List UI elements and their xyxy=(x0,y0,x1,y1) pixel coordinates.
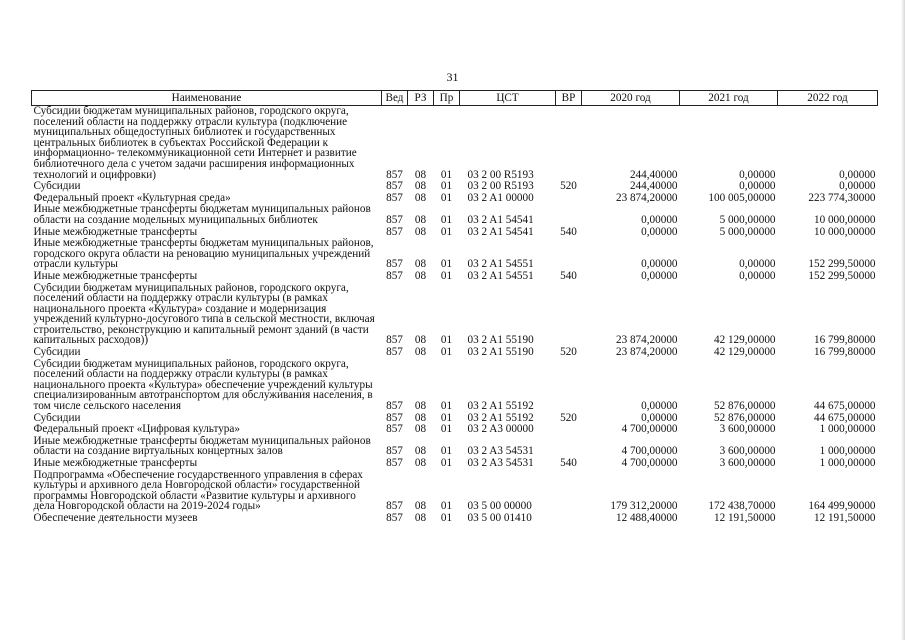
cell-2022: 44 675,00000 xyxy=(813,411,876,424)
cell-2021: 172 438,70000 xyxy=(708,500,776,513)
cell-2022: 152 299,50000 xyxy=(808,269,876,282)
cell-ved: 857 xyxy=(386,225,403,238)
budget-table xyxy=(31,90,878,525)
cell-cst: 03 2 A1 55190 xyxy=(467,346,534,359)
cell-ved: 857 xyxy=(386,269,403,282)
cell-ved: 857 xyxy=(386,445,403,458)
cell-cst: 03 2 A1 54551 xyxy=(467,269,534,282)
table-body xyxy=(32,106,878,525)
cell-name: Субсидии xyxy=(33,347,81,359)
page-number: 31 xyxy=(446,70,459,84)
cell-name: Иные межбюджетные трансферты бюджетам муниципальных районов области на создание модельных муниципальных библиотек xyxy=(33,204,371,226)
cell-vr xyxy=(556,470,582,513)
cell-2021: 0,00000 xyxy=(739,258,776,271)
cell-cst: 03 2 00 R5193 xyxy=(467,180,534,193)
cell-pr: 01 xyxy=(440,457,453,469)
cell-cst: 03 5 00 00000 xyxy=(467,500,532,513)
scan-edge xyxy=(901,0,905,640)
cell-name: Субсидии бюджетам муниципальных районов, городского округа, поселений области на поддержку отрасли культуры (в рамках национального проекта «Культура» создание и модернизация учреждений культурно-досугового типа в сельской местности, включая строительство, реконструкцию и капитальный ремонт зданий (в части капитальных расходов)) xyxy=(33,282,375,347)
cell-pr: 01 xyxy=(440,400,453,413)
cell-2021: 3 600,00000 xyxy=(719,423,776,436)
cell-ved: 857 xyxy=(386,346,403,359)
cell-ved: 857 xyxy=(386,258,403,271)
cell-rz: 08 xyxy=(414,411,427,424)
cell-cst: 03 2 A1 54541 xyxy=(467,213,534,226)
cell-name: Федеральный проект «Цифровая культура» xyxy=(33,424,240,436)
cell-rz: 08 xyxy=(414,445,427,458)
cell-rz: 08 xyxy=(414,334,427,347)
header-2021: 2021 год xyxy=(680,91,778,106)
cell-ved: 857 xyxy=(386,213,403,226)
cell-ved: 857 xyxy=(386,168,403,181)
cell-vr: 540 xyxy=(560,269,577,282)
table-row xyxy=(32,271,878,283)
cell-2020: 0,00000 xyxy=(641,258,678,271)
cell-pr: 01 xyxy=(440,346,453,359)
cell-2022: 12 191,50000 xyxy=(813,511,876,524)
cell-name: Субсидии xyxy=(33,412,81,424)
cell-pr: 01 xyxy=(440,180,453,193)
cell-ved: 857 xyxy=(386,334,403,347)
cell-2020: 0,00000 xyxy=(641,225,678,238)
table-header-row xyxy=(32,91,878,106)
cell-2021: 42 129,00000 xyxy=(713,346,776,359)
cell-2021: 52 876,00000 xyxy=(713,411,776,424)
cell-pr: 01 xyxy=(440,445,453,458)
cell-cst: 03 5 00 01410 xyxy=(467,511,532,524)
cell-vr: 520 xyxy=(560,180,577,193)
cell-2020: 23 874,20000 xyxy=(615,346,678,359)
table-row xyxy=(32,238,878,271)
cell-pr: 01 xyxy=(440,213,453,226)
table-row xyxy=(32,204,878,226)
header-pr: Пр xyxy=(434,91,460,106)
cell-ved: 857 xyxy=(386,180,403,193)
cell-2020: 244,40000 xyxy=(629,168,678,181)
cell-2021: 100 005,00000 xyxy=(708,191,776,204)
cell-2020: 4 700,00000 xyxy=(621,445,678,458)
cell-vr xyxy=(556,106,582,182)
cell-rz: 08 xyxy=(414,258,427,271)
table-row xyxy=(32,283,878,348)
cell-cst: 03 2 00 R5193 xyxy=(467,168,534,181)
cell-name: Федеральный проект «Культурная среда» xyxy=(33,192,231,204)
table-row xyxy=(32,347,878,359)
cell-2020: 179 312,20000 xyxy=(610,500,678,513)
cell-cst: 03 2 A1 55190 xyxy=(467,334,534,347)
cell-2022: 1 000,00000 xyxy=(819,423,876,436)
cell-vr xyxy=(556,424,582,436)
cell-rz: 08 xyxy=(414,457,427,469)
header-vr: ВР xyxy=(556,91,582,106)
cell-2021: 0,00000 xyxy=(739,168,776,181)
cell-2022: 0,00000 xyxy=(839,180,876,193)
cell-name: Иные межбюджетные трансферты xyxy=(33,226,198,238)
cell-pr: 01 xyxy=(440,168,453,181)
cell-2022: 152 299,50000 xyxy=(808,258,876,271)
cell-rz: 08 xyxy=(414,423,427,436)
cell-vr xyxy=(556,359,582,413)
cell-2020: 4 700,00000 xyxy=(621,457,678,469)
cell-2022: 164 499,90000 xyxy=(808,500,876,513)
cell-pr: 01 xyxy=(440,411,453,424)
cell-2021: 52 876,00000 xyxy=(713,400,776,413)
cell-name: Иные межбюджетные трансферты бюджетам муниципальных районов, городского округа области на реновацию муниципальных учреждений отрасли культуры xyxy=(33,238,374,271)
cell-cst: 03 2 A1 55192 xyxy=(467,411,534,424)
table-row xyxy=(32,106,878,182)
table-row xyxy=(32,359,878,413)
cell-rz: 08 xyxy=(414,346,427,359)
table-row xyxy=(32,436,878,458)
cell-2020: 23 874,20000 xyxy=(615,191,678,204)
cell-vr: 540 xyxy=(560,457,577,469)
cell-2020: 0,00000 xyxy=(641,269,678,282)
cell-2020: 0,00000 xyxy=(641,411,678,424)
cell-2022: 1 000,00000 xyxy=(819,445,876,458)
cell-vr xyxy=(556,283,582,348)
cell-cst: 03 2 A3 54531 xyxy=(467,445,534,458)
cell-2021: 3 600,00000 xyxy=(719,445,776,458)
cell-name: Иные межбюджетные трансферты xyxy=(33,270,198,282)
cell-rz: 08 xyxy=(414,511,427,524)
cell-rz: 08 xyxy=(414,269,427,282)
cell-vr xyxy=(556,193,582,205)
cell-2020: 4 700,00000 xyxy=(621,423,678,436)
cell-rz: 08 xyxy=(414,400,427,413)
cell-2022: 0,00000 xyxy=(839,168,876,181)
cell-2022: 10 000,00000 xyxy=(813,225,876,238)
cell-cst: 03 2 A1 54551 xyxy=(467,258,534,271)
header-2022: 2022 год xyxy=(778,91,878,106)
cell-vr xyxy=(556,513,582,525)
cell-2022: 10 000,00000 xyxy=(813,213,876,226)
cell-name: Субсидии xyxy=(33,181,81,193)
cell-2020: 0,00000 xyxy=(641,400,678,413)
cell-2021: 0,00000 xyxy=(739,180,776,193)
cell-ved: 857 xyxy=(386,400,403,413)
cell-rz: 08 xyxy=(414,168,427,181)
cell-name: Иные межбюджетные трансферты xyxy=(33,458,198,469)
cell-2022: 16 799,80000 xyxy=(813,334,876,347)
table-row xyxy=(32,513,878,525)
cell-ved: 857 xyxy=(386,423,403,436)
header-rz: РЗ xyxy=(408,91,434,106)
cell-pr: 01 xyxy=(440,269,453,282)
table-row xyxy=(32,424,878,436)
cell-pr: 01 xyxy=(440,423,453,436)
cell-2021: 5 000,00000 xyxy=(719,225,776,238)
cell-2021: 5 000,00000 xyxy=(719,213,776,226)
cell-vr: 540 xyxy=(560,225,577,238)
cell-2022: 1 000,00000 xyxy=(819,457,876,469)
cell-name: Иные межбюджетные трансферты бюджетам муниципальных районов области на создание виртуальных концертных залов xyxy=(33,435,371,458)
cell-cst: 03 2 A1 54541 xyxy=(467,225,534,238)
cell-2020: 244,40000 xyxy=(629,180,678,193)
cell-cst: 03 2 A3 00000 xyxy=(467,423,534,436)
cell-2020: 0,00000 xyxy=(641,213,678,226)
cell-rz: 08 xyxy=(414,180,427,193)
cell-rz: 08 xyxy=(414,213,427,226)
cell-cst: 03 2 A3 54531 xyxy=(467,457,534,469)
cell-name: Субсидии бюджетам муниципальных районов, городского округа, поселений области на поддержку отрасли культуры (в рамках национального проекта «Культура» обеспечение учреждений культуры специализированным автотранспортом для обслуживания населения, в том числе сельского населения xyxy=(33,358,373,413)
cell-2021: 42 129,00000 xyxy=(713,334,776,347)
cell-2020: 12 488,40000 xyxy=(615,511,678,524)
cell-vr xyxy=(556,436,582,458)
cell-pr: 01 xyxy=(440,225,453,238)
cell-vr xyxy=(556,238,582,271)
table-row xyxy=(32,470,878,513)
cell-vr xyxy=(556,204,582,226)
cell-ved: 857 xyxy=(386,511,403,524)
cell-ved: 857 xyxy=(386,500,403,513)
cell-pr: 01 xyxy=(440,191,453,204)
table-row xyxy=(32,193,878,205)
cell-vr: 520 xyxy=(560,346,577,359)
cell-name: Подпрограмма «Обеспечение государственного управления в сферах культуры и архивного дела Новгородской области» государственной программы Новгородской области «Развитие культуры и архивного дела Новгородской области на 2019-2024 годы» xyxy=(33,469,363,513)
cell-name: Обеспечение деятельности музеев xyxy=(33,512,198,524)
cell-ved: 857 xyxy=(386,457,403,469)
cell-ved: 857 xyxy=(386,191,403,204)
header-cst: ЦСТ xyxy=(460,91,556,106)
cell-2022: 44 675,00000 xyxy=(813,400,876,413)
cell-rz: 08 xyxy=(414,500,427,513)
cell-cst: 03 2 A1 55192 xyxy=(467,400,534,413)
cell-ved: 857 xyxy=(386,411,403,424)
cell-name: Субсидии бюджетам муниципальных районов, городского округа, поселений области на поддержку отрасли культура (подключение муниципальных общедоступных библиотек и государственных центральных библиотек в субъектах Российской Федерации к информационно- телекоммуникационной сети Интернет и развитие библиотечного дела с учетом задачи расширения информационных технологий и оцифровки) xyxy=(33,105,357,181)
cell-2020: 23 874,20000 xyxy=(615,334,678,347)
cell-pr: 01 xyxy=(440,334,453,347)
cell-vr: 520 xyxy=(560,411,577,424)
table-row xyxy=(32,458,878,470)
table-row xyxy=(32,181,878,193)
cell-pr: 01 xyxy=(440,500,453,513)
cell-2022: 223 774,30000 xyxy=(808,191,876,204)
header-2020: 2020 год xyxy=(582,91,680,106)
cell-2021: 3 600,00000 xyxy=(719,457,776,469)
cell-2021: 0,00000 xyxy=(739,269,776,282)
cell-2021: 12 191,50000 xyxy=(713,511,776,524)
cell-cst: 03 2 A1 00000 xyxy=(467,191,534,204)
cell-pr: 01 xyxy=(440,511,453,524)
table-row xyxy=(32,227,878,239)
cell-rz: 08 xyxy=(414,191,427,204)
cell-2022: 16 799,80000 xyxy=(813,346,876,359)
cell-pr: 01 xyxy=(440,258,453,271)
header-ved: Вед xyxy=(382,91,408,106)
header-name: Наименование xyxy=(32,91,382,106)
cell-rz: 08 xyxy=(414,225,427,238)
